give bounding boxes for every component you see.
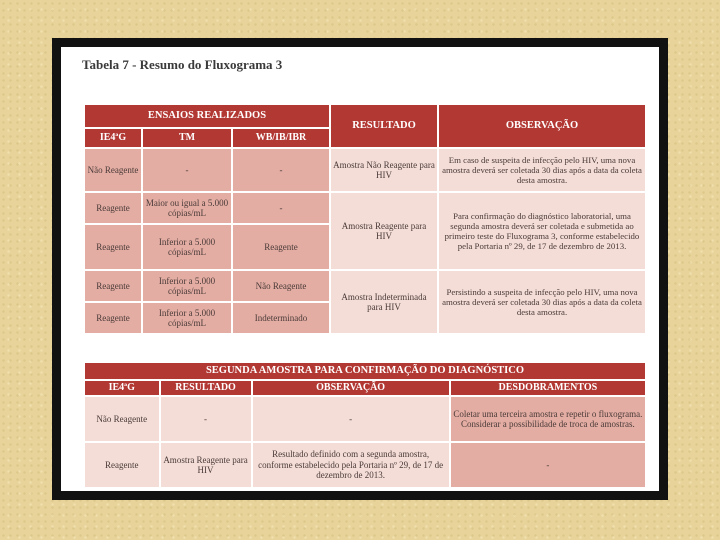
- ie-cell: Reagente: [85, 193, 141, 223]
- tm-cell: Inferior a 5.000 cópias/mL: [143, 303, 231, 333]
- second-sample-table: [83, 361, 647, 489]
- wb-cell: Indeterminado: [233, 303, 329, 333]
- ie-cell: Reagente: [85, 443, 159, 487]
- result-cell: Amostra Reagente para HIV: [161, 443, 251, 487]
- ie-cell: Não Reagente: [85, 149, 141, 191]
- table-row: [85, 271, 645, 301]
- slide-frame: [52, 38, 668, 500]
- wb-cell: Reagente: [233, 225, 329, 269]
- tm-cell: Maior ou igual a 5.000 cópias/mL: [143, 193, 231, 223]
- tests-header: ENSAIOS REALIZADOS: [85, 105, 329, 127]
- table-row: [85, 193, 645, 223]
- tm-cell: -: [143, 149, 231, 191]
- ie-subheader: IE4ªG: [85, 381, 159, 395]
- tm-subheader: TM: [143, 129, 231, 147]
- table-page: [61, 47, 659, 491]
- result-cell: Amostra Reagente para HIV: [331, 193, 437, 269]
- wb-subheader: WB/IB/IBR: [233, 129, 329, 147]
- unfolding-subheader: DESDOBRAMENTOS: [451, 381, 645, 395]
- table-row: [85, 443, 645, 487]
- second-sample-header: SEGUNDA AMOSTRA PARA CONFIRMAÇÃO DO DIAGNÓSTICO: [85, 363, 645, 379]
- result-header: RESULTADO: [331, 105, 437, 147]
- ie-cell: Não Reagente: [85, 397, 159, 441]
- wb-cell: -: [233, 193, 329, 223]
- unfolding-cell: Coletar uma terceira amostra e repetir o fluxograma. Considerar a possibilidade de troca de amostras.: [451, 397, 645, 441]
- table-row: [85, 149, 645, 191]
- observation-cell: Resultado definido com a segunda amostra, conforme estabelecido pela Portaria nº 29, de 17 de dezembro de 2013.: [253, 443, 449, 487]
- result-subheader: RESULTADO: [161, 381, 251, 395]
- result-cell: -: [161, 397, 251, 441]
- result-cell: Amostra Indeterminada para HIV: [331, 271, 437, 333]
- table-title: Tabela 7 - Resumo do Fluxograma 3: [82, 57, 283, 72]
- observation-subheader: OBSERVAÇÃO: [253, 381, 449, 395]
- observation-cell: Para confirmação do diagnóstico laboratorial, uma segunda amostra deverá ser coletada e submetida ao primeiro teste do Fluxograma 3, conforme estabelecido pela Portaria nº 29, de 17 de dezembro de 2013.: [439, 193, 645, 269]
- tm-cell: Inferior a 5.000 cópias/mL: [143, 271, 231, 301]
- table-row: [85, 397, 645, 441]
- ie-cell: Reagente: [85, 225, 141, 269]
- unfolding-cell: -: [451, 443, 645, 487]
- ie-subheader: IE4ªG: [85, 129, 141, 147]
- ie-cell: Reagente: [85, 271, 141, 301]
- observation-cell: -: [253, 397, 449, 441]
- wb-cell: Não Reagente: [233, 271, 329, 301]
- summary-table: [83, 103, 647, 335]
- tm-cell: Inferior a 5.000 cópias/mL: [143, 225, 231, 269]
- ie-cell: Reagente: [85, 303, 141, 333]
- observation-cell: Persistindo a suspeita de infecção pelo HIV, uma nova amostra deverá ser coletada 30 dias após a data da coleta desta amostra.: [439, 271, 645, 333]
- observation-cell: Em caso de suspeita de infecção pelo HIV, uma nova amostra deverá ser coletada 30 dias após a data da coleta desta amostra.: [439, 149, 645, 191]
- observation-header: OBSERVAÇÃO: [439, 105, 645, 147]
- result-cell: Amostra Não Reagente para HIV: [331, 149, 437, 191]
- wb-cell: -: [233, 149, 329, 191]
